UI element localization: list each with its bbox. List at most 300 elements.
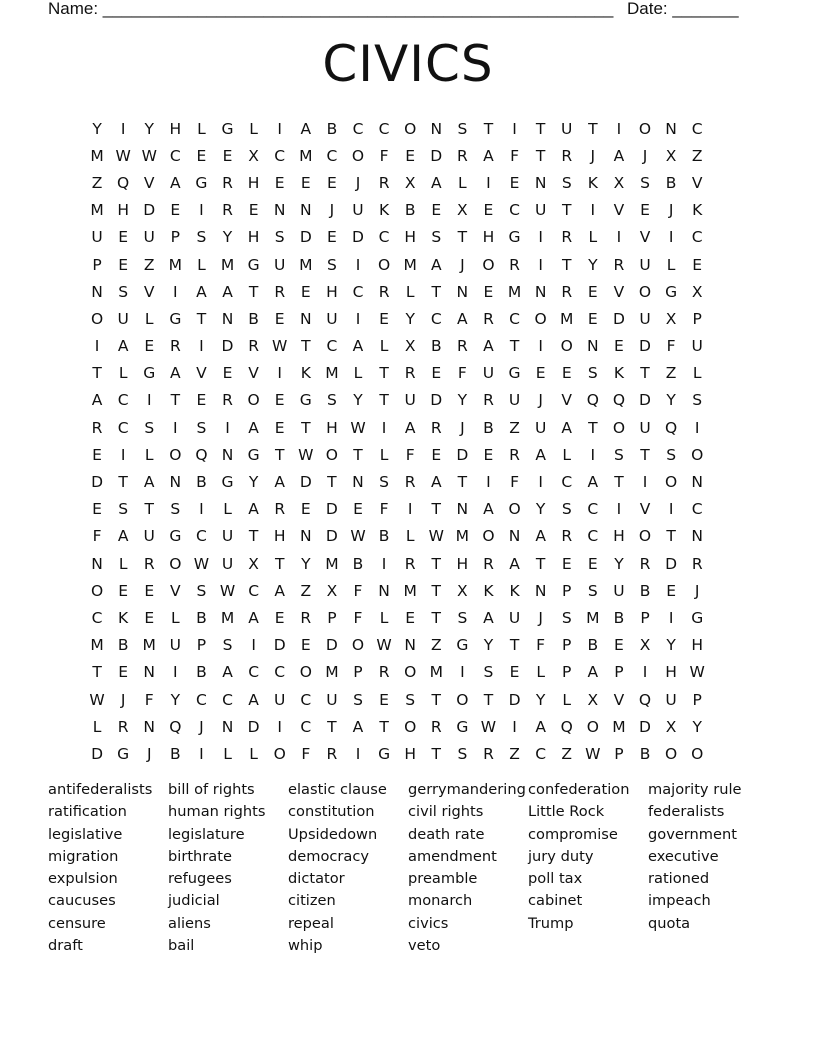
grid-letter: R [639,554,651,573]
grid-letter: R [326,744,338,763]
grid-letter: G [691,608,704,627]
grid-letter: M [325,554,339,573]
grid-letter: D [639,717,651,736]
grid-letter: P [692,690,702,709]
grid-letter: A [509,554,520,573]
grid-letter: T [379,717,389,736]
grid-letter: Y [666,636,676,655]
grid-letter: P [170,228,180,247]
grid-letter: X [639,636,651,655]
grid-letter: H [456,554,469,573]
grid-letter: T [301,337,311,356]
grid-letter: F [144,690,154,709]
word-bank-item: gerrymandering [408,781,526,798]
grid-letter: N [508,527,521,546]
grid-letter: T [640,445,650,464]
grid-letter: T [301,418,311,437]
grid-letter: T [92,364,102,383]
grid-letter: A [170,364,181,383]
word-search-grid [84,115,736,768]
grid-letter: I [486,473,491,492]
grid-letter: U [117,309,129,328]
grid-letter: O [586,717,599,736]
grid-letter: K [483,581,494,600]
grid-letter: G [247,445,260,464]
grid-letter: W [193,554,210,573]
grid-letter: C [196,527,207,546]
grid-letter: M [325,364,339,383]
grid-letter: S [379,473,389,492]
grid-letter: T [431,500,441,519]
grid-letter: M [403,255,417,274]
grid-letter: E [692,255,703,274]
grid-letter: M [455,527,470,546]
grid-letter: S [118,282,129,301]
grid-letter: B [196,663,207,682]
grid-letter: E [300,282,311,301]
grid-letter: E [509,173,520,192]
grid-letter: A [352,717,364,736]
grid-letter: D [91,473,104,492]
grid-letter: T [327,473,337,492]
grid-letter: T [327,717,337,736]
grid-letter: I [199,500,204,519]
grid-letter: Y [170,690,181,709]
grid-row [84,577,736,604]
grid-letter: M [586,608,600,627]
grid-letter: V [196,364,207,383]
grid-letter: N [456,500,469,519]
grid-letter: L [197,255,206,274]
grid-row [84,632,736,659]
grid-letter: O [534,309,547,328]
grid-letter: O [638,282,652,301]
word-bank-item: quota [648,914,691,932]
grid-letter: I [173,663,178,682]
grid-letter: B [326,119,338,138]
grid-letter: B [613,608,625,627]
grid-row [84,713,736,740]
grid-letter: C [587,527,599,546]
grid-letter: H [404,744,416,763]
grid-letter: S [561,500,572,519]
grid-letter: C [222,690,233,709]
grid-letter: A [430,173,442,192]
grid-letter: R [509,255,520,274]
grid-letter: J [355,173,361,192]
grid-row [84,468,736,495]
grid-letter: S [353,690,363,709]
grid-letter: U [534,418,547,437]
grid-letter: N [143,717,156,736]
grid-letter: I [173,418,178,437]
grid-letter: L [405,527,415,546]
grid-letter: O [247,391,260,410]
grid-letter: S [561,173,572,192]
word-bank-item: rationed [648,870,710,888]
word-bank-item: veto [408,937,441,955]
grid-letter: G [169,527,182,546]
word-bank-item: compromise [528,825,618,843]
grid-letter: A [535,445,546,464]
grid-letter: F [92,527,102,546]
grid-letter: X [404,173,416,192]
grid-letter: S [274,228,285,247]
word-bank-item: judicial [168,892,220,910]
grid-letter: O [612,418,626,437]
grid-letter: O [299,663,312,682]
grid-letter: N [273,201,286,220]
grid-letter: L [223,744,232,763]
grid-letter: M [90,146,104,165]
grid-letter: A [248,418,259,437]
grid-letter: S [587,581,598,600]
grid-letter: E [379,309,389,328]
grid-letter: A [430,255,442,274]
grid-letter: Y [248,473,259,492]
grid-letter: F [666,337,676,356]
word-bank-item: ratification [48,803,127,821]
grid-letter: I [146,391,152,410]
grid-letter: U [691,337,703,356]
word-bank-item: bail [168,937,195,955]
grid-letter: E [614,636,624,655]
word-bank-item: aliens [168,914,211,932]
grid-letter: H [613,527,625,546]
grid-letter: I [668,608,674,627]
grid-letter: I [642,663,648,682]
grid-letter: D [612,309,625,328]
grid-letter: B [665,173,677,192]
grid-letter: L [458,173,467,192]
grid-letter: E [535,364,546,383]
word-bank-item: bill of rights [168,781,255,798]
grid-letter: W [350,527,366,546]
grid-letter: I [616,228,622,247]
grid-letter: S [196,418,207,437]
grid-letter: U [404,391,416,410]
grid-letter: T [379,364,389,383]
grid-letter: S [196,228,207,247]
grid-letter: A [535,527,546,546]
grid-letter: E [118,255,129,274]
grid-letter: R [561,527,573,546]
grid-letter: Z [665,364,677,383]
grid-letter: S [431,228,442,247]
grid-row [84,305,736,332]
grid-letter: N [534,282,547,301]
grid-letter: C [274,663,286,682]
grid-letter: K [378,201,390,220]
grid-letter: R [222,173,233,192]
grid-letter: E [405,608,416,627]
grid-letter: I [590,445,596,464]
grid-letter: E [509,663,520,682]
grid-letter: J [460,255,465,274]
grid-letter: D [456,445,469,464]
grid-letter: L [536,663,545,682]
grid-letter: C [117,391,129,410]
grid-letter: Y [222,228,233,247]
grid-letter: C [352,282,364,301]
grid-row [84,686,736,713]
grid-letter: R [248,337,259,356]
grid-letter: M [168,255,183,274]
grid-letter: V [613,282,625,301]
grid-letter: L [249,744,258,763]
grid-letter: R [456,337,468,356]
grid-letter: A [483,608,494,627]
grid-letter: I [538,228,543,247]
grid-letter: W [689,663,705,682]
grid-letter: U [613,581,625,600]
word-bank-item: Little Rock [528,803,605,821]
grid-letter: E [587,282,598,301]
grid-letter: Z [430,636,442,655]
word-bank-item: refugees [168,870,232,888]
grid-letter: U [508,391,521,410]
grid-letter: E [483,282,494,301]
grid-row [84,251,736,278]
grid-letter: F [301,744,311,763]
grid-letter: A [483,500,494,519]
grid-letter: D [91,744,104,763]
grid-letter: Y [144,119,154,138]
grid-letter: A [91,391,103,410]
grid-letter: O [691,445,704,464]
grid-letter: O [377,255,391,274]
grid-letter: H [665,663,677,682]
grid-letter: J [120,690,126,709]
grid-letter: N [691,473,703,492]
grid-letter: U [534,201,547,220]
word-bank-item: Upsidedown [288,825,378,843]
grid-letter: G [299,391,312,410]
grid-letter: O [169,554,182,573]
grid-letter: O [665,473,678,492]
grid-letter: X [326,581,338,600]
grid-letter: F [510,146,519,165]
grid-letter: V [639,228,651,247]
grid-letter: M [403,581,417,600]
grid-letter: N [299,201,312,220]
grid-letter: U [352,201,364,220]
grid-letter: E [144,581,155,600]
grid-letter: O [638,119,652,138]
grid-letter: L [588,228,598,247]
grid-letter: Y [457,391,468,410]
grid-letter: A [300,119,312,138]
grid-letter: S [170,500,181,519]
grid-letter: L [405,282,415,301]
grid-letter: L [249,119,258,138]
grid-row [84,523,736,550]
grid-letter: R [456,146,468,165]
grid-letter: R [430,418,442,437]
grid-letter: A [457,309,468,328]
grid-letter: M [560,309,574,328]
grid-letter: E [431,201,442,220]
grid-letter: A [587,663,599,682]
grid-letter: N [587,337,599,356]
grid-letter: T [562,201,572,220]
grid-letter: U [143,527,155,546]
grid-letter: E [222,364,233,383]
grid-letter: I [277,717,282,736]
grid-letter: V [248,364,259,383]
grid-letter: N [169,473,182,492]
grid-letter: V [143,173,155,192]
grid-letter: E [92,500,102,519]
grid-letter: W [585,744,601,763]
grid-letter: T [535,554,546,573]
grid-row [84,740,736,767]
grid-letter: M [299,255,313,274]
grid-letter: C [248,663,260,682]
grid-letter: I [486,173,491,192]
grid-letter: E [170,201,181,220]
grid-letter: T [483,119,494,138]
grid-letter: S [222,636,233,655]
grid-letter: A [274,473,285,492]
grid-letter: A [587,473,599,492]
grid-letter: R [561,228,573,247]
grid-letter: O [638,527,652,546]
grid-letter: D [508,690,521,709]
grid-letter: J [642,146,648,165]
grid-letter: T [509,636,520,655]
grid-letter: T [274,554,285,573]
grid-letter: E [431,364,442,383]
grid-letter: N [91,282,103,301]
grid-row [84,278,736,305]
grid-letter: R [222,201,233,220]
grid-letter: R [378,173,390,192]
grid-letter: I [199,201,204,220]
grid-letter: Z [509,744,520,763]
grid-letter: R [404,554,416,573]
grid-letter: C [509,309,520,328]
grid-letter: A [274,581,285,600]
grid-letter: I [381,554,387,573]
grid-letter: Y [405,309,415,328]
grid-letter: C [117,418,129,437]
grid-letter: T [509,337,520,356]
grid-letter: V [691,173,703,192]
grid-letter: E [222,146,233,165]
grid-letter: Y [692,717,702,736]
grid-row [84,414,736,441]
grid-letter: T [535,146,546,165]
grid-row [84,604,736,631]
grid-letter: L [692,364,702,383]
grid-letter: J [668,201,674,220]
grid-letter: T [353,445,363,464]
grid-letter: T [431,554,441,573]
grid-letter: E [118,228,129,247]
grid-letter: W [350,418,366,437]
grid-letter: B [117,636,129,655]
grid-letter: L [144,309,154,328]
grid-letter: W [376,636,392,655]
grid-letter: E [196,146,207,165]
grid-letter: B [587,636,599,655]
word-bank-item: constitution [288,803,375,821]
grid-letter: G [456,636,469,655]
grid-row [84,659,736,686]
grid-letter: D [143,201,156,220]
grid-letter: G [378,744,391,763]
grid-letter: T [457,473,468,492]
grid-letter: F [353,581,363,600]
grid-letter: T [118,473,128,492]
grid-letter: K [587,173,598,192]
grid-letter: P [562,581,572,600]
grid-letter: X [457,201,468,220]
grid-letter: T [457,228,468,247]
grid-letter: N [221,717,234,736]
grid-letter: O [273,744,286,763]
grid-letter: E [118,581,129,600]
grid-letter: D [430,391,443,410]
grid-letter: G [665,282,678,301]
word-bank-item: dictator [288,870,345,888]
grid-letter: O [482,255,495,274]
grid-letter: R [117,717,129,736]
grid-letter: C [691,500,703,519]
grid-letter: O [404,119,417,138]
grid-letter: Y [666,391,676,410]
grid-letter: I [120,445,126,464]
grid-letter: O [456,690,469,709]
grid-letter: N [534,581,547,600]
grid-letter: L [223,500,232,519]
grid-letter: R [404,364,416,383]
grid-letter: J [538,608,543,627]
grid-letter: T [431,744,441,763]
grid-letter: I [407,500,413,519]
word-bank-item: federalists [648,803,725,821]
word-bank-item: migration [48,847,119,865]
grid-letter: C [378,119,390,138]
grid-letter: Q [612,391,626,410]
word-bank-item: censure [48,914,106,932]
grid-letter: A [222,282,233,301]
grid-letter: I [694,418,700,437]
grid-letter: V [561,391,573,410]
grid-letter: T [431,690,441,709]
grid-letter: R [222,391,233,410]
grid-letter: M [142,636,156,655]
grid-letter: D [665,554,678,573]
word-bank-item: death rate [408,825,485,843]
grid-row [84,169,736,196]
grid-letter: A [483,337,494,356]
grid-letter: U [665,690,677,709]
grid-row [84,142,736,169]
grid-letter: T [274,445,285,464]
grid-letter: B [483,418,494,437]
grid-letter: U [169,636,181,655]
grid-letter: O [325,445,338,464]
word-bank-item: impeach [648,892,711,910]
grid-letter: E [92,445,102,464]
grid-letter: C [274,146,286,165]
grid-letter: T [614,473,624,492]
grid-letter: A [196,282,207,301]
grid-letter: O [169,445,182,464]
grid-letter: R [91,418,103,437]
